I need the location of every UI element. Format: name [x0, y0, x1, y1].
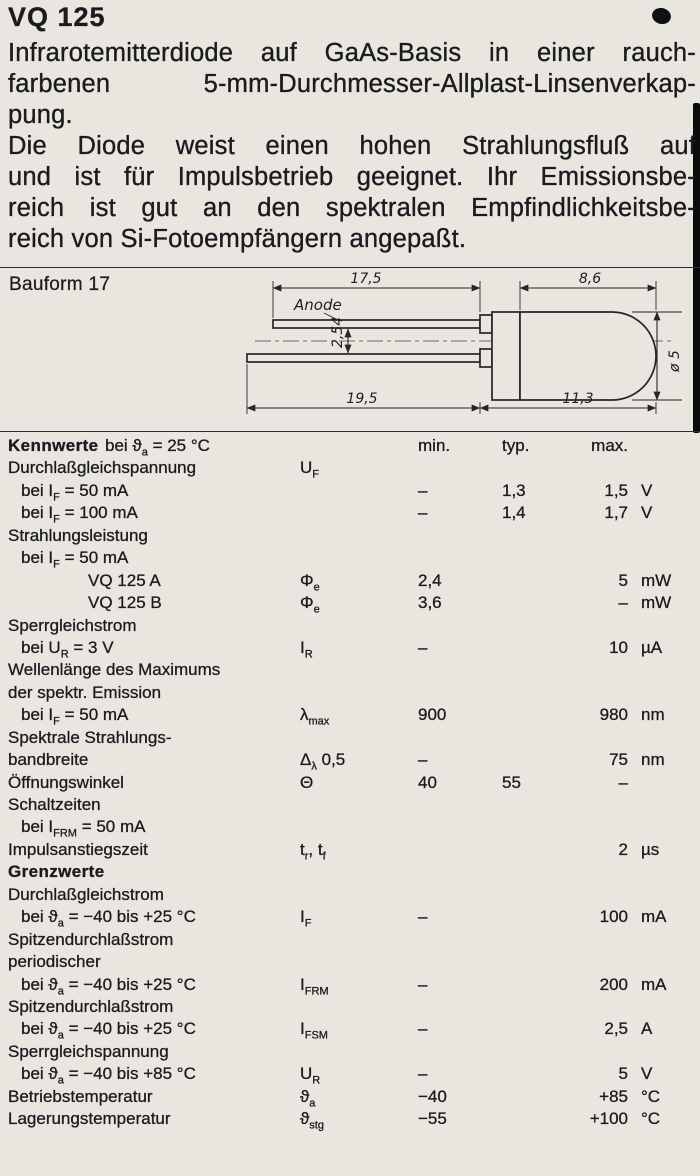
max-value: 5 [618, 570, 628, 590]
spec-table-row [0, 795, 700, 817]
max-value: max. [591, 436, 628, 455]
min-value: 3,6 [418, 593, 442, 613]
param-label: der spektr. Emission [8, 682, 162, 702]
spec-table-header-row [0, 436, 700, 458]
min-value: 40 [418, 772, 437, 792]
unit: mA [641, 907, 667, 927]
symbol: $I_{FRM}$ [300, 974, 329, 997]
separator-rule-bottom [0, 431, 700, 432]
param-label: Durchlaßgleichstrom [8, 884, 164, 904]
spec-table-row [0, 997, 700, 1019]
description-line: farbenen 5-mm-Durchmesser-Allplast-Linsenverkap- [8, 70, 696, 98]
param-label: bei $ϑ_a = -40$ bis +25 °C [21, 907, 196, 930]
unit: V [641, 1064, 653, 1084]
spec-table-row [0, 548, 700, 570]
spec-table-row [0, 638, 700, 660]
anode-lead [273, 320, 480, 328]
symbol: $I_F$ [300, 907, 312, 930]
param-label: Grenzwerte [8, 862, 105, 882]
description-line: pung. [8, 101, 73, 129]
unit: mW [641, 570, 672, 590]
param-label: Strahlungsleistung [8, 525, 148, 545]
dim-lead-pitch: 2,54 [330, 316, 346, 348]
anode-label: Anode [294, 296, 342, 314]
spec-table-row [0, 503, 700, 525]
min-value: – [418, 974, 428, 994]
symbol: $I_R$ [300, 637, 313, 661]
spec-table-row [0, 1042, 700, 1064]
typ-value: typ. [502, 436, 530, 455]
unit: mA [641, 974, 667, 994]
dim-diameter: ø 5 [667, 350, 683, 372]
spec-table-row [0, 481, 700, 503]
param-label: Kennwerte [8, 436, 99, 455]
spec-table-row [0, 885, 700, 907]
spec-table [0, 436, 700, 1132]
param-label: bei $I_{FRM} = 50$ mA [21, 817, 146, 840]
max-value: 200 [599, 974, 628, 994]
spec-table-row [0, 660, 700, 682]
min-value: −55 [418, 1109, 447, 1129]
description-line: Die Diode weist einen hohen Strahlungsfluß auf [8, 132, 696, 160]
package-flange [492, 312, 520, 400]
param-label: Spektrale Strahlungs- [8, 727, 172, 747]
unit: µs [641, 839, 660, 859]
param-label: Öffnungswinkel [8, 772, 124, 792]
spec-table-row [0, 705, 700, 727]
spec-table-row [0, 683, 700, 705]
param-label: periodischer [8, 952, 101, 972]
spec-table-row [0, 952, 700, 974]
max-value: 5 [618, 1064, 628, 1084]
param-label: bei $ϑ_a = -40$ bis +25 °C [21, 974, 196, 997]
symbol: Θ [300, 772, 314, 792]
max-value: 980 [599, 705, 628, 725]
symbol: $ϑ_a$ [300, 1086, 316, 1110]
param-label: bei $ϑ_a = -40$ bis +85 °C [21, 1064, 196, 1087]
min-value: – [418, 637, 428, 657]
spec-table-row [0, 907, 700, 929]
param-label: Impulsanstiegszeit [8, 839, 148, 859]
typ-value: 55 [502, 772, 521, 792]
param-label: Spitzendurchlaßstrom [8, 996, 174, 1016]
cathode-lead [247, 354, 480, 362]
param-label: bei $I_F = 50$ mA [21, 480, 129, 504]
typ-value: 1,3 [502, 480, 526, 500]
min-value: – [418, 907, 428, 927]
dim-dome-length: 8,6 [578, 271, 602, 287]
symbol: $\lambda_{max}$ [300, 705, 330, 728]
param-label: bei $ϑ_a = -40$ bis +25 °C [21, 1019, 196, 1042]
param-label: Sperrgleichstrom [8, 615, 137, 635]
spec-table-row [0, 840, 700, 862]
unit: V [641, 480, 653, 500]
lead-tab-top [480, 315, 492, 333]
spec-table-row [0, 930, 700, 952]
min-value: – [418, 750, 428, 770]
spec-table-row [0, 571, 700, 593]
param-label: bei $U_R = 3$ V [21, 637, 114, 661]
spec-table-row [0, 1109, 700, 1131]
symbol: $\Delta_\lambda$ 0,5 [300, 750, 346, 773]
dim-body-length: 11,3 [562, 391, 594, 407]
max-value: – [618, 772, 628, 792]
bauform-caption: Bauform 17 [9, 274, 111, 295]
param-label: bei $I_F = 50$ mA [21, 548, 129, 571]
spec-table-row [0, 862, 700, 884]
param-label: Betriebstemperatur [8, 1086, 153, 1106]
max-value: 1,7 [604, 503, 628, 523]
typ-value: 1,4 [502, 503, 526, 523]
description-line: und ist für Impulsbetrieb geeignet. Ihr Emissionsbe- [8, 163, 696, 191]
max-value: – [618, 593, 628, 613]
unit: V [641, 503, 653, 523]
spec-table-row [0, 1019, 700, 1041]
param-label: bei $I_F = 50$ mA [21, 705, 129, 728]
package-drawing [230, 268, 700, 432]
spec-table-row [0, 728, 700, 750]
param-label: Sperrgleichspannung [8, 1041, 169, 1061]
unit: nm [641, 705, 665, 725]
max-value: 75 [609, 750, 628, 770]
param-label: bei $I_F = 100$ mA [21, 503, 138, 526]
spec-table-row [0, 593, 700, 615]
description-paragraph [8, 38, 696, 255]
description-line: Infrarotemitterdiode auf GaAs-Basis in einer rauch- [8, 39, 696, 67]
symbol: $\Phi_e$ [300, 570, 320, 594]
max-value: 10 [609, 637, 628, 657]
param-label: bandbreite [8, 750, 89, 770]
symbol: $t_r$, $t_f$ [300, 839, 326, 863]
symbol: $I_{FSM}$ [300, 1019, 328, 1042]
spec-table-row [0, 1087, 700, 1109]
param-label: Wellenlänge des Maximums [8, 660, 221, 680]
spec-table-row [0, 526, 700, 548]
page-title: VQ 125 [8, 2, 106, 32]
unit: A [641, 1019, 653, 1039]
min-value: 2,4 [418, 570, 442, 590]
test-condition: bei $ϑ_a = 25$ °C [105, 436, 210, 459]
symbol: $U_R$ [300, 1064, 321, 1087]
min-value: – [418, 480, 428, 500]
param-label: Durchlaßgleichspannung [8, 458, 197, 478]
max-value: 100 [599, 907, 628, 927]
dim-top-lead-length: 17,5 [350, 271, 382, 287]
spec-table-row [0, 750, 700, 772]
description-line: reich von Si-Fotoempfängern angepaßt. [8, 225, 467, 253]
param-label: Schaltzeiten [8, 795, 101, 814]
unit: mW [641, 593, 672, 613]
spec-table-row [0, 458, 700, 480]
max-value: 2 [618, 839, 628, 859]
symbol: $\Phi_e$ [300, 593, 320, 616]
min-value: −40 [418, 1086, 447, 1106]
spec-table-row [0, 1064, 700, 1086]
lead-tab-bottom [480, 349, 492, 367]
symbol: $ϑ_{stg}$ [300, 1109, 324, 1132]
min-value: – [418, 503, 428, 523]
max-value: 1,5 [604, 480, 628, 500]
spec-table-row [0, 975, 700, 997]
param-label: VQ 125 B [88, 593, 162, 613]
dim-bottom-lead-length: 19,5 [346, 391, 378, 407]
spec-table-row [0, 773, 700, 795]
param-label: Spitzendurchlaßstrom [8, 929, 174, 949]
description-line: reich ist gut an den spektralen Empfindlichkeitsbe- [8, 194, 696, 222]
print-registration-dot [650, 6, 672, 26]
led-dome-body [520, 312, 656, 400]
max-value: 2,5 [604, 1019, 628, 1039]
max-value: +85 [599, 1086, 628, 1106]
min-value: 900 [418, 705, 447, 725]
min-value: – [418, 1019, 428, 1039]
unit: µA [641, 637, 663, 657]
min-value: – [418, 1064, 428, 1084]
spec-table-row [0, 616, 700, 638]
spec-table-row [0, 817, 700, 839]
param-label: VQ 125 A [88, 570, 161, 590]
max-value: +100 [589, 1109, 628, 1129]
param-label: Lagerungstemperatur [8, 1109, 171, 1129]
unit: °C [641, 1086, 661, 1106]
min-value: min. [418, 436, 451, 455]
unit: nm [641, 750, 665, 770]
symbol: $U_F$ [300, 458, 320, 481]
unit: °C [641, 1109, 661, 1129]
